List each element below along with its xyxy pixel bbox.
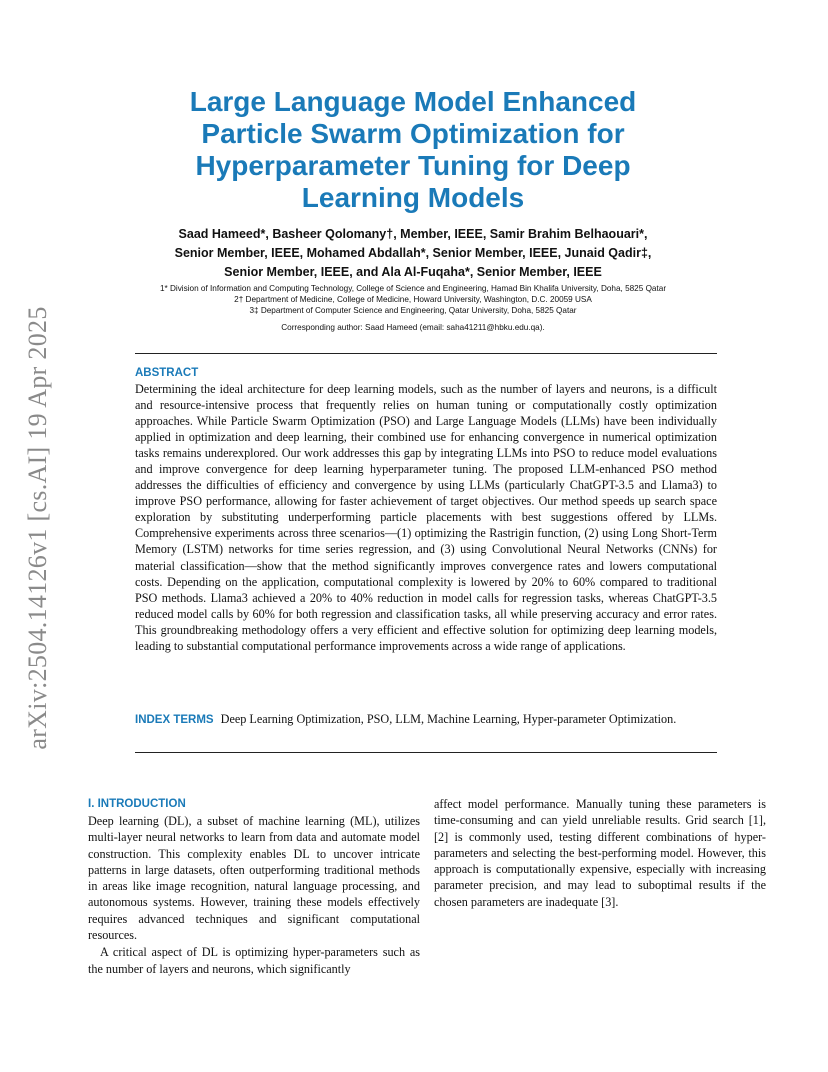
title-line: Hyperparameter Tuning for Deep xyxy=(195,150,631,181)
index-terms-heading: INDEX TERMS xyxy=(135,714,214,726)
divider-bottom xyxy=(135,752,717,753)
intro-paragraph-2-continued: affect model performance. Manually tuning these parameters is time-consuming and can yield unreliable results. Grid search [1], [2] is commonly used, testing different combinations of hyper-parameters and selecting the best-performing model. However, this approach is computationally expensive, especially with increasing parameter precision, and may lead to suboptimal results if the chosen parameters are inadequate [3]. xyxy=(434,797,766,909)
intro-paragraph-2: A critical aspect of DL is optimizing hyper-parameters such as the number of layers and neurons, which significantly xyxy=(88,945,420,976)
title-line: Large Language Model Enhanced xyxy=(189,86,637,117)
affiliation-line: 3‡ Department of Computer Science and Engineering, Qatar University, Doha, 5825 Qatar xyxy=(249,306,577,315)
divider-top xyxy=(135,353,717,354)
author-line: Senior Member, IEEE, Mohamed Abdallah*, Senior Member, IEEE, Junaid Qadir‡, xyxy=(174,246,652,260)
column-right xyxy=(434,796,766,910)
column-left xyxy=(88,796,420,977)
corresponding-author: Corresponding author: Saad Hameed (email: saha41211@hbku.edu.qa). xyxy=(281,323,545,332)
arxiv-identifier: arXiv:2504.14126v1 [cs.AI] 19 Apr 2025 xyxy=(23,306,52,750)
abstract-text: Determining the ideal architecture for deep learning models, such as the number of layers and neurons, is a difficult and resource-intensive process that frequently relies on human tuning or computationally costly optimization approaches. While Particle Swarm Optimization (PSO) and Large Language Models (LLMs) have been individually applied in optimization and deep learning, their combined use for enhancing convergence in numerical optimization tasks remains underexplored. Our work addresses this gap by integrating LLMs into PSO to reduce model evaluations and improve convergence for deep learning hyperparameter tuning. The proposed LLM-enhanced PSO method addresses the difficulties of efficiency and convergence by using LLMs (particularly ChatGPT-3.5 and Llama3) to improve PSO performance, allowing for faster achievement of target objectives. Our method speeds up search space exploration by substituting underperforming particle placements with best suggestions offered by LLMs. Comprehensive experiments across three scenarios—(1) optimizing the Rastrigin function, (2) using Long Short-Term Memory (LSTM) networks for time series regression, and (3) using Convolutional Neural Networks (CNNs) for material classification—show that the method significantly improves convergence rates and lowers computational costs. Depending on the application, computational complexity is lowered by 20% to 60% compared to traditional PSO methods. Llama3 achieved a 20% to 40% reduction in model calls for regression tasks, whereas ChatGPT-3.5 reduced model calls by 60% for both regression and classification tasks, all while preserving accuracy and error rates. This groundbreaking methodology offers a very efficient and effective solution for optimizing deep learning models, leading to substantial computational performance improvements across a wide range of applications. xyxy=(135,382,717,653)
author-line: Senior Member, IEEE, and Ala Al-Fuqaha*, Senior Member, IEEE xyxy=(224,265,602,279)
introduction-heading: I. INTRODUCTION xyxy=(88,798,186,810)
author-line: Saad Hameed*, Basheer Qolomany†, Member, IEEE, Samir Brahim Belhaouari*, xyxy=(178,227,648,241)
affiliations xyxy=(120,283,706,316)
affiliation-line: 2† Department of Medicine, College of Medicine, Howard University, Washington, D.C. 20059 USA xyxy=(234,295,592,304)
abstract-heading: ABSTRACT xyxy=(135,367,199,379)
affiliation-line: 1* Division of Information and Computing Technology, College of Science and Engineering, Hamad Bin Khalifa University, Doha, 5825 Qatar xyxy=(159,284,667,293)
index-terms xyxy=(135,711,717,728)
paper-title xyxy=(120,86,706,214)
intro-paragraph-1: Deep learning (DL), a subset of machine learning (ML), utilizes multi-layer neural networks to learn from data and automate model construction. This complexity enables DL to uncover intricate patterns in large datasets, often outperforming traditional methods in areas like image recognition, natural language processing, and autonomous systems. However, training these models effectively requires advanced techniques and significant computational resources. xyxy=(88,814,420,943)
title-line: Particle Swarm Optimization for xyxy=(201,118,625,149)
title-line: Learning Models xyxy=(301,182,525,213)
index-terms-text: Deep Learning Optimization, PSO, LLM, Machine Learning, Hyper-parameter Optimization. xyxy=(220,712,677,726)
author-list xyxy=(120,225,706,282)
